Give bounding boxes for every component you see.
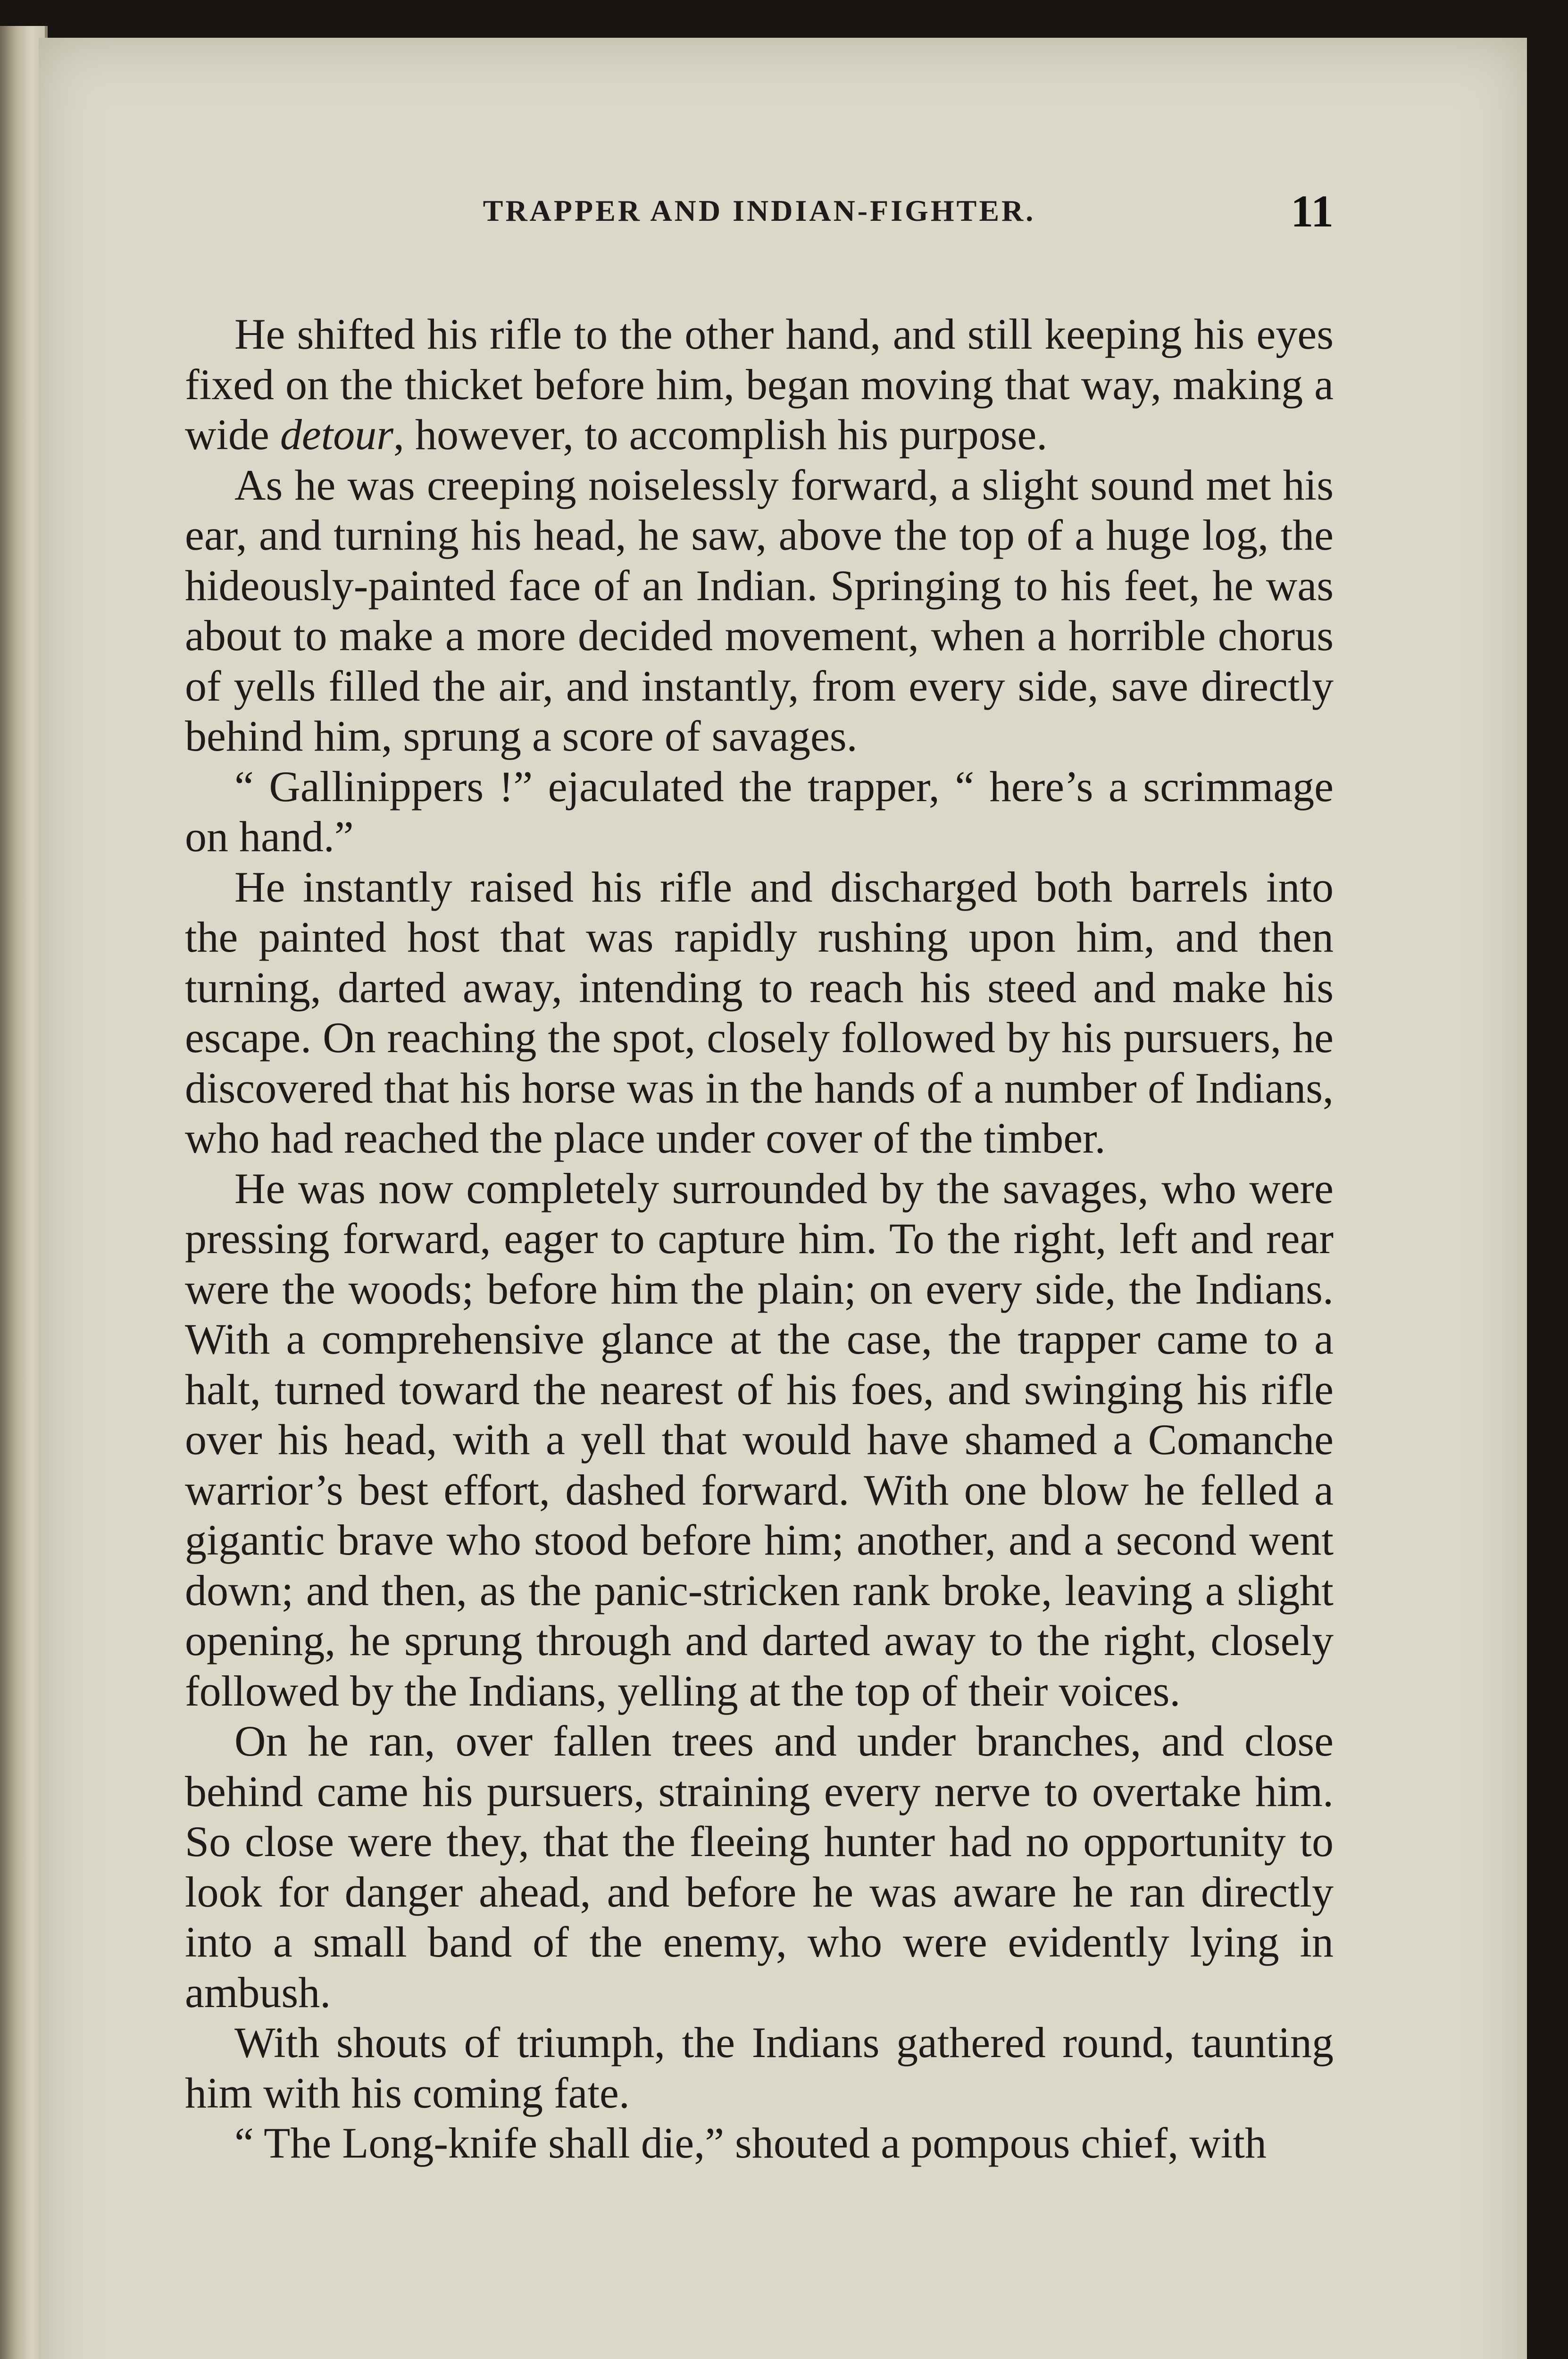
paragraph-8: “ The Long-knife shall die,” shouted a pompous chief, with [234,2119,1267,2167]
paragraph-1-start: He shifted his rifle to the other hand, and still keeping his eyes fixed on the thicket before him, began moving that way, making a wide [185,310,1334,459]
paragraph-1 [185,309,1334,460]
running-title: TRAPPER AND INDIAN-FIGHTER. [483,194,1036,227]
body-text [185,309,1334,2168]
paragraph-6: On he ran, over fallen trees and under branches, and close behind came his pursuers, straining every nerve to overtake him. So close were they, that the fleeing hunter had no opportunity to look for danger ahead, and before he was aware he ran directly into a small band of the enemy, who were evidently lying in ambush. [185,1717,1334,2016]
paragraph-1-end: , however, to accomplish his purpose. [393,410,1048,459]
paragraph-7: With shouts of triumph, the Indians gathered round, taunting him with his coming fate. [185,2018,1334,2117]
italic-detour: detour [280,410,394,459]
paragraph-3: “ Gallinippers !” ejaculated the trapper, “ here’s a scrimmage on hand.” [185,762,1334,861]
paragraph-2: As he was creeping noiselessly forward, a slight sound met his ear, and turning his head, he saw, above the top of a huge log, the hideously-painted face of an Indian. Springing to his feet, he was about to make a more decided movement, when a horrible chorus of yells filled the air, and instantly, from every side, save directly behind him, sprung a score of savages. [185,460,1334,760]
paragraph-5: He was now completely surrounded by the savages, who were pressing forward, eager to capture him. To the right, left and rear were the woods; before him the plain; on every side, the Indians. With a comprehensive glance at the case, the trapper came to a halt, turned toward the nearest of his foes, and swinging his rifle over his head, with a yell that would have shamed a Comanche warrior’s best effort, dashed forward. With one blow he felled a gigantic brave who stood before him; another, and a second went down; and then, as the panic-stricken rank broke, leaving a slight opening, he sprung through and darted away to the right, closely followed by the Indians, yelling at the top of their voices. [185,1164,1334,1715]
book-page [39,38,1527,2359]
page-header [185,186,1334,245]
paragraph-4: He instantly raised his rifle and discharged both barrels into the painted host that was rapidly rushing upon him, and then turning, darted away, intending to reach his steed and make his escape. On reaching the spot, closely followed by his pursuers, he discovered that his horse was in the hands of a number of Indians, who had reached the place under cover of the timber. [185,862,1334,1162]
page-number: 11 [1291,186,1334,236]
